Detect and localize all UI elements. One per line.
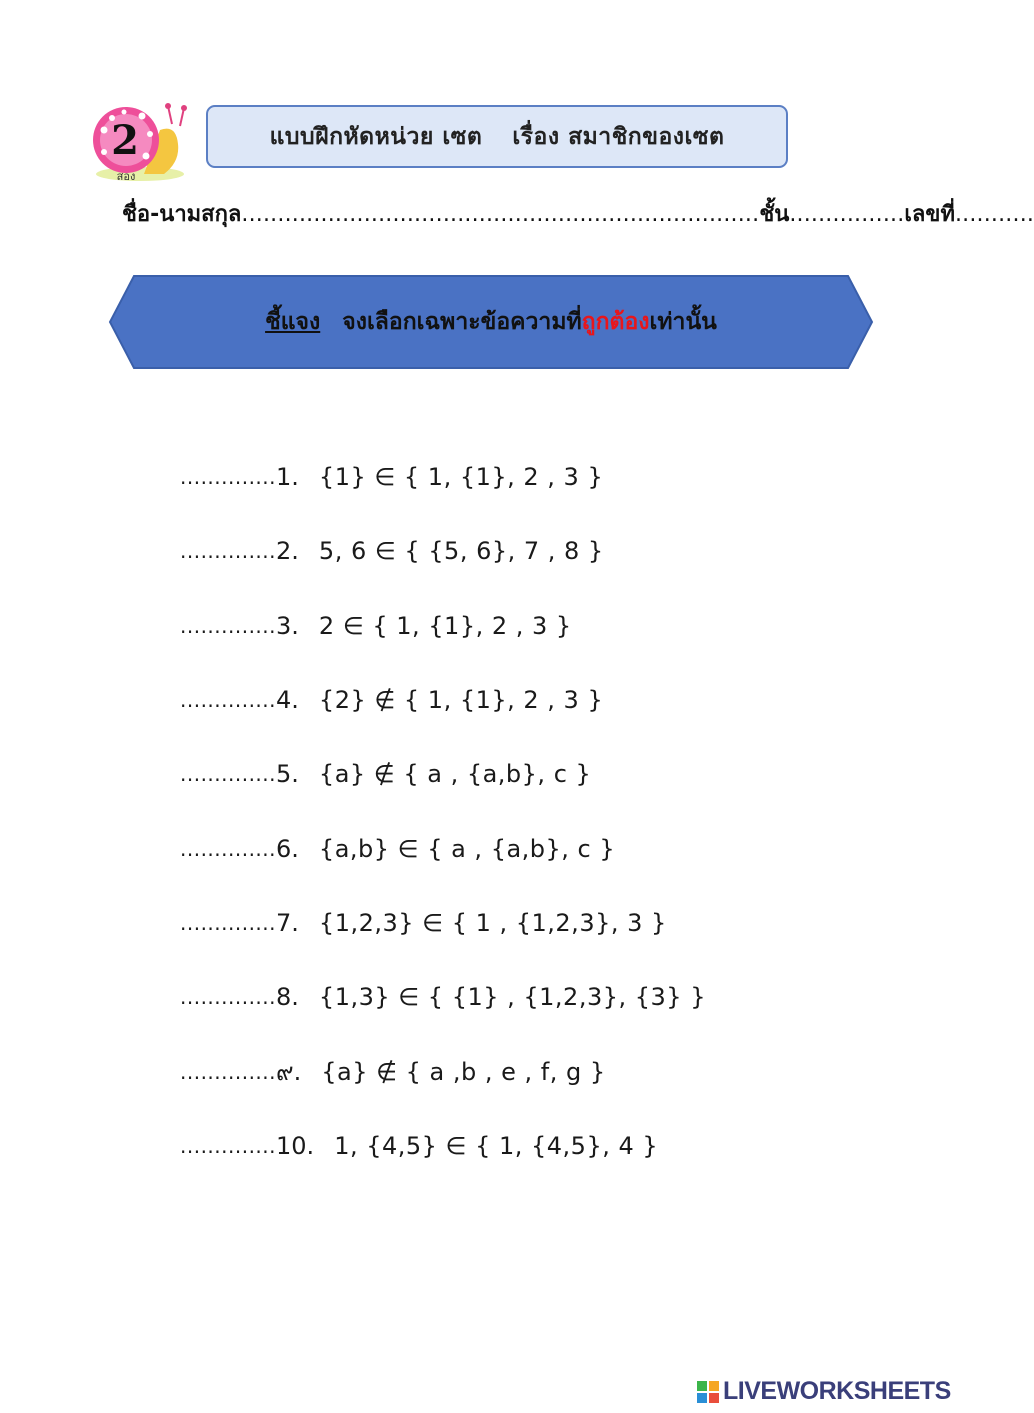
question-expression: {2} ∉ { 1, {1}, 2 , 3 } <box>318 686 604 715</box>
worksheet-title <box>270 119 725 155</box>
question-item <box>180 440 880 514</box>
question-expression: {1,2,3} ∈ { 1 , {1,2,3}, 3 } <box>318 908 667 937</box>
question-item <box>180 886 880 960</box>
answer-blank[interactable]: .............. <box>180 762 277 787</box>
question-number: 7. <box>276 908 299 937</box>
title-box <box>206 105 788 168</box>
logo-caption: สอง <box>116 170 136 183</box>
instruction-highlight: ถูกต้อง <box>581 309 650 335</box>
question-item <box>180 663 880 737</box>
answer-blank[interactable]: .............. <box>180 465 277 490</box>
footer-brand-text: LIVEWORKSHEETS <box>723 1377 951 1405</box>
question-number: 5. <box>276 760 299 789</box>
footer-branding <box>697 1377 951 1406</box>
answer-blank[interactable]: .............. <box>180 688 277 713</box>
title-topic: เรื่อง สมาชิกของเซต <box>512 123 725 150</box>
answer-blank[interactable]: .............. <box>180 1059 277 1084</box>
question-number: 10. <box>276 1131 315 1160</box>
answer-blank[interactable]: .............. <box>180 613 277 638</box>
question-expression: {1} ∈ { 1, {1}, 2 , 3 } <box>318 463 604 492</box>
instruction-label: ชี้แจง <box>265 309 321 335</box>
answer-blank[interactable]: .............. <box>180 1133 277 1158</box>
question-item <box>180 811 880 885</box>
number-label: เลขที่ <box>904 202 955 227</box>
question-number: 2. <box>276 537 299 566</box>
question-item <box>180 1109 880 1183</box>
question-expression: {a} ∉ { a , {a,b}, c } <box>318 760 592 789</box>
question-expression: {a,b} ∈ { a , {a,b}, c } <box>318 834 616 863</box>
question-number: 1. <box>276 463 299 492</box>
number-blank[interactable]: ........... <box>954 202 1034 227</box>
question-expression: 5, 6 ∈ { {5, 6}, 7 , 8 } <box>318 537 604 566</box>
snail-logo-icon <box>90 100 190 184</box>
question-number: ๙. <box>276 1058 302 1087</box>
question-item <box>180 514 880 588</box>
class-label: ชั้น <box>759 202 790 227</box>
question-number: 6. <box>276 834 299 863</box>
question-item <box>180 960 880 1034</box>
answer-blank[interactable]: .............. <box>180 985 277 1010</box>
instruction-before: จงเลือกเฉพาะข้อความที่ <box>342 309 582 335</box>
question-item <box>180 1034 880 1108</box>
question-list <box>180 440 880 1183</box>
answer-blank[interactable]: .............. <box>180 539 277 564</box>
question-expression: 1, {4,5} ∈ { 1, {4,5}, 4 } <box>334 1131 659 1160</box>
name-blank[interactable]: ........................................................................ <box>241 202 760 227</box>
liveworksheets-logo-icon <box>697 1381 719 1403</box>
question-number: 4. <box>276 686 299 715</box>
student-info-line <box>122 196 1034 231</box>
title-unit: แบบฝึกหัดหน่วย เซต <box>269 123 483 150</box>
question-item <box>180 589 880 663</box>
question-number: 8. <box>276 983 299 1012</box>
question-expression: {1,3} ∈ { {1} , {1,2,3}, {3} } <box>318 983 706 1012</box>
logo-number: 2 <box>111 117 139 164</box>
class-blank[interactable]: ................ <box>789 202 905 227</box>
question-expression: 2 ∈ { 1, {1}, 2 , 3 } <box>318 611 572 640</box>
answer-blank[interactable]: .............. <box>180 836 277 861</box>
question-expression: {a} ∉ { a ,b , e , f, g } <box>321 1057 606 1086</box>
instruction-after: เท่านั้น <box>649 309 717 335</box>
question-item <box>180 737 880 811</box>
question-number: 3. <box>276 611 299 640</box>
instruction-text <box>108 274 874 370</box>
name-label: ชื่อ-นามสกุล <box>122 202 242 227</box>
answer-blank[interactable]: .............. <box>180 910 277 935</box>
